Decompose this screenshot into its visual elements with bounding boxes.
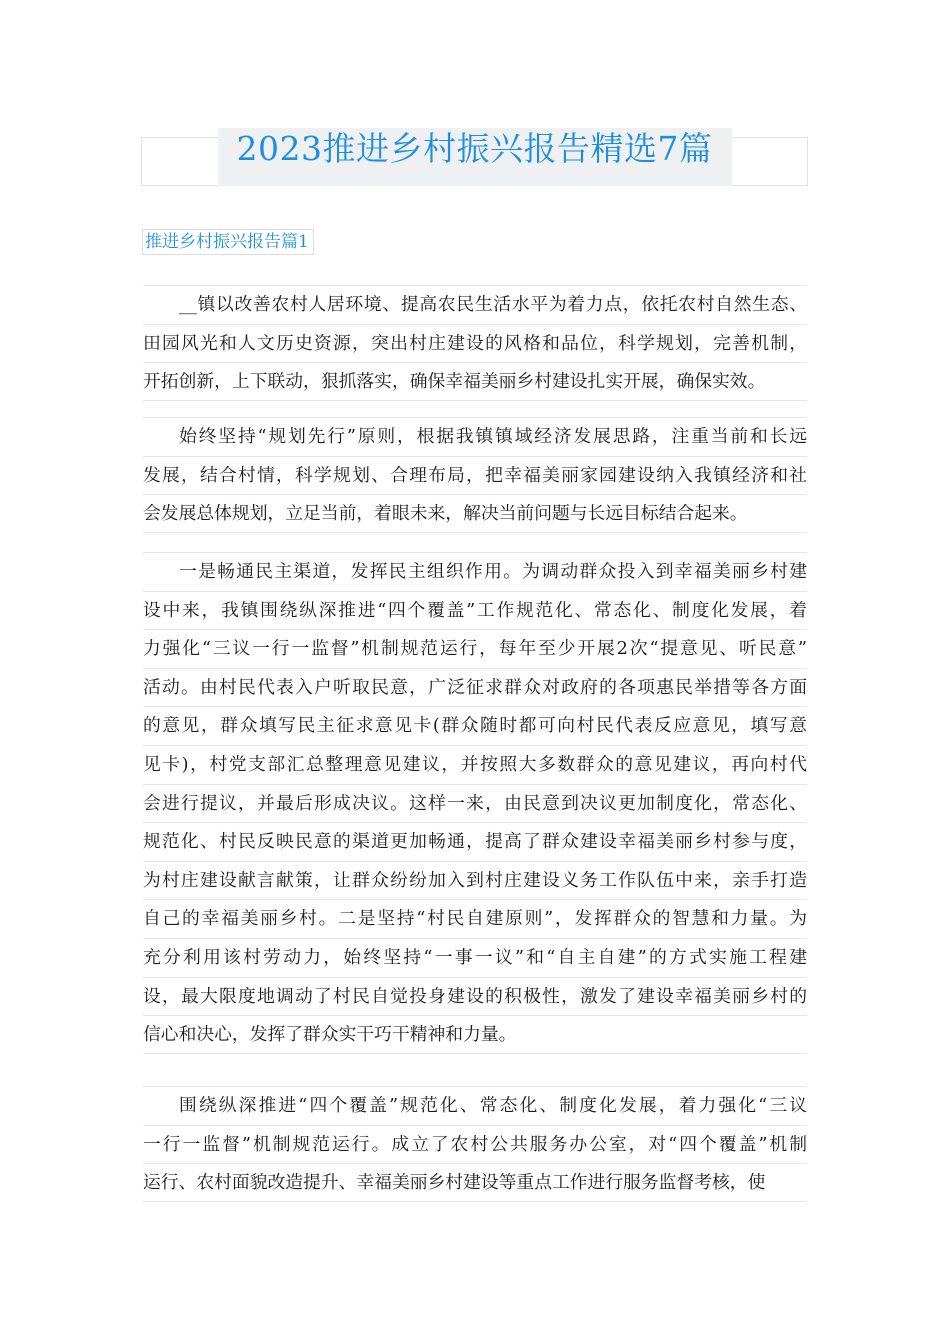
text-line: 会发展总体规划，立足当前，着眼未来，解决当前问题与长远目标结合起来。 [143, 494, 807, 533]
paragraph-2 [143, 417, 807, 533]
document-title: 2023推进乡村振兴报告精选7篇 [236, 129, 713, 168]
paragraph-1 [143, 285, 807, 401]
text-line: 围绕纵深推进“四个覆盖”规范化、常态化、制度化发展，着力强化“三议 [143, 1086, 807, 1125]
text-line: 开拓创新，上下联动，狠抓落实，确保幸福美丽乡村建设扎实开展，确保实效。 [143, 362, 807, 401]
text-line: 会进行提议，并最后形成决议。这样一来，由民意到决议更加制度化，常态化、 [143, 784, 807, 823]
text-line: 自己的幸福美丽乡村。二是坚持“村民自建原则”，发挥群众的智慧和力量。为 [143, 899, 807, 938]
text-line: __镇以改善农村人居环境、提高农民生活水平为着力点，依托农村自然生态、 [143, 285, 807, 324]
text-line: 的意见，群众填写民主征求意见卡(群众随时都可向村民代表反应意见，填写意 [143, 706, 807, 745]
text-line: 为村庄建设献言献策，让群众纷纷加入到村庄建设义务工作队伍中来，亲手打造 [143, 861, 807, 900]
text-line: 见卡)，村党支部汇总整理意见建议，并按照大多数群众的意见建议，再向村代 [143, 745, 807, 784]
paragraph-3 [143, 552, 807, 1054]
text-line: 充分利用该村劳动力，始终坚持“一事一议”和“自主自建”的方式实施工程建 [143, 938, 807, 977]
text-line: 设中来，我镇围绕纵深推进“四个覆盖”工作规范化、常态化、制度化发展，着 [143, 591, 807, 630]
text-line: 力强化“三议一行一监督”机制规范运行，每年至少开展2次“提意见、听民意” [143, 629, 807, 668]
text-line: 田园风光和人文历史资源，突出村庄建设的风格和品位，科学规划，完善机制， [143, 324, 807, 363]
text-line: 信心和决心，发挥了群众实干巧干精神和力量。 [143, 1015, 807, 1054]
text-line: 一行一监督”机制规范运行。成立了农村公共服务办公室，对“四个覆盖”机制 [143, 1125, 807, 1164]
paragraph-4 [143, 1086, 807, 1202]
text-line: 规范化、村民反映民意的渠道更加畅通，提高了群众建设幸福美丽乡村参与度， [143, 822, 807, 861]
section-heading: 推进乡村振兴报告篇1 [142, 229, 314, 255]
text-line: 发展，结合村情，科学规划、合理布局，把幸福美丽家园建设纳入我镇经济和社 [143, 456, 807, 495]
text-line: 活动。由村民代表入户听取民意，广泛征求群众对政府的各项惠民举措等各方面 [143, 668, 807, 707]
text-line: 运行、农村面貌改造提升、幸福美丽乡村建设等重点工作进行服务监督考核，使 [143, 1163, 807, 1202]
text-line: 始终坚持“规划先行”原则，根据我镇镇域经济发展思路，注重当前和长远 [143, 417, 807, 456]
text-line: 一是畅通民主渠道，发挥民主组织作用。为调动群众投入到幸福美丽乡村建 [143, 552, 807, 591]
text-line: 设，最大限度地调动了村民自觉投身建设的积极性，激发了建设幸福美丽乡村的 [143, 977, 807, 1016]
